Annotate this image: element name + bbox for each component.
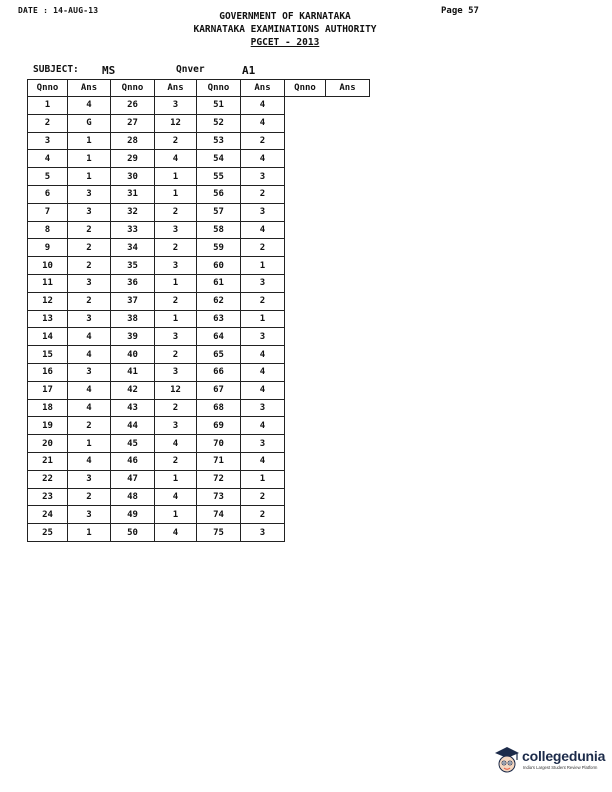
table-row [28, 310, 370, 328]
question-number-cell: 31 [111, 185, 155, 203]
question-number-cell: 51 [197, 97, 241, 115]
question-number-cell: 70 [197, 435, 241, 453]
answer-cell: 3 [155, 97, 197, 115]
answer-cell: 3 [155, 328, 197, 346]
empty-cell [285, 346, 326, 364]
answer-cell: 4 [241, 150, 285, 168]
answer-cell: 1 [68, 132, 111, 150]
answer-cell: 3 [241, 328, 285, 346]
question-number-cell: 75 [197, 524, 241, 542]
answer-cell: 4 [68, 399, 111, 417]
empty-cell [326, 452, 370, 470]
empty-cell [326, 470, 370, 488]
header-qnno-1: Qnno [28, 80, 68, 97]
question-number-cell: 40 [111, 346, 155, 364]
collegedunia-logo [492, 744, 604, 778]
date-label: DATE : 14-AUG-13 [18, 6, 99, 15]
question-number-cell: 60 [197, 257, 241, 275]
table-row [28, 239, 370, 257]
table-row [28, 452, 370, 470]
empty-cell [285, 97, 326, 115]
table-header-row [28, 80, 370, 97]
table-row [28, 506, 370, 524]
question-number-cell: 66 [197, 363, 241, 381]
answer-cell: 2 [241, 292, 285, 310]
table-row [28, 114, 370, 132]
empty-cell [326, 488, 370, 506]
question-number-cell: 15 [28, 346, 68, 364]
question-number-cell: 58 [197, 221, 241, 239]
question-number-cell: 1 [28, 97, 68, 115]
header-ans-1: Ans [68, 80, 111, 97]
answer-cell: 3 [155, 257, 197, 275]
answer-table-body [28, 97, 370, 542]
empty-cell [326, 381, 370, 399]
empty-cell [285, 221, 326, 239]
question-number-cell: 67 [197, 381, 241, 399]
question-number-cell: 74 [197, 506, 241, 524]
answer-cell: 1 [68, 168, 111, 186]
answer-cell: 3 [68, 310, 111, 328]
question-number-cell: 11 [28, 274, 68, 292]
answer-cell: 3 [155, 221, 197, 239]
question-number-cell: 2 [28, 114, 68, 132]
empty-cell [285, 524, 326, 542]
qnver-label: Qnver [176, 64, 205, 75]
header-ans-3: Ans [241, 80, 285, 97]
question-number-cell: 68 [197, 399, 241, 417]
question-number-cell: 17 [28, 381, 68, 399]
answer-cell: 2 [241, 239, 285, 257]
header-qnno-4: Qnno [285, 80, 326, 97]
question-number-cell: 29 [111, 150, 155, 168]
answer-cell: 1 [155, 168, 197, 186]
question-number-cell: 56 [197, 185, 241, 203]
question-number-cell: 71 [197, 452, 241, 470]
empty-cell [285, 132, 326, 150]
answer-cell: 3 [68, 203, 111, 221]
logo-wordmark: collegedunia [522, 748, 606, 764]
table-row [28, 328, 370, 346]
question-number-cell: 5 [28, 168, 68, 186]
empty-cell [326, 346, 370, 364]
question-number-cell: 41 [111, 363, 155, 381]
answer-cell: 3 [241, 168, 285, 186]
table-row [28, 470, 370, 488]
question-number-cell: 21 [28, 452, 68, 470]
empty-cell [285, 292, 326, 310]
answer-cell: 1 [155, 185, 197, 203]
empty-cell [326, 363, 370, 381]
header-qnno-2: Qnno [111, 80, 155, 97]
table-row [28, 132, 370, 150]
subject-row [33, 64, 333, 76]
empty-cell [285, 452, 326, 470]
question-number-cell: 12 [28, 292, 68, 310]
answer-cell: 12 [155, 114, 197, 132]
answer-cell: 4 [68, 328, 111, 346]
answer-cell: 4 [155, 488, 197, 506]
question-number-cell: 30 [111, 168, 155, 186]
subject-value: MS [102, 64, 116, 77]
answer-cell: 1 [155, 470, 197, 488]
empty-cell [326, 150, 370, 168]
answer-cell: 2 [155, 292, 197, 310]
empty-cell [326, 292, 370, 310]
table-row [28, 257, 370, 275]
answer-cell: 4 [155, 524, 197, 542]
question-number-cell: 6 [28, 185, 68, 203]
question-number-cell: 16 [28, 363, 68, 381]
question-number-cell: 33 [111, 221, 155, 239]
table-row [28, 346, 370, 364]
answer-cell: 4 [68, 346, 111, 364]
empty-cell [285, 363, 326, 381]
answer-cell: 1 [68, 524, 111, 542]
empty-cell [326, 239, 370, 257]
page-number: Page 57 [441, 6, 479, 16]
empty-cell [326, 97, 370, 115]
empty-cell [285, 435, 326, 453]
table-row [28, 435, 370, 453]
table-row [28, 150, 370, 168]
answer-cell: 3 [241, 203, 285, 221]
empty-cell [326, 185, 370, 203]
header-qnno-3: Qnno [197, 80, 241, 97]
empty-cell [285, 470, 326, 488]
question-number-cell: 32 [111, 203, 155, 221]
empty-cell [326, 274, 370, 292]
question-number-cell: 26 [111, 97, 155, 115]
answer-cell: 2 [68, 221, 111, 239]
answer-cell: 4 [68, 452, 111, 470]
empty-cell [285, 488, 326, 506]
question-number-cell: 10 [28, 257, 68, 275]
answer-cell: 12 [155, 381, 197, 399]
table-row [28, 363, 370, 381]
question-number-cell: 46 [111, 452, 155, 470]
table-row [28, 185, 370, 203]
empty-cell [285, 274, 326, 292]
answer-cell: 3 [68, 470, 111, 488]
question-number-cell: 55 [197, 168, 241, 186]
answer-cell: 4 [241, 97, 285, 115]
table-row [28, 292, 370, 310]
answer-cell: 2 [155, 239, 197, 257]
table-row [28, 399, 370, 417]
answer-cell: 4 [155, 435, 197, 453]
question-number-cell: 19 [28, 417, 68, 435]
answer-cell: 3 [68, 274, 111, 292]
empty-cell [285, 150, 326, 168]
empty-cell [326, 435, 370, 453]
empty-cell [326, 328, 370, 346]
empty-cell [285, 203, 326, 221]
empty-cell [326, 221, 370, 239]
graduate-mascot-icon [492, 744, 522, 778]
question-number-cell: 42 [111, 381, 155, 399]
answer-cell: 3 [241, 274, 285, 292]
empty-cell [285, 168, 326, 186]
empty-cell [326, 203, 370, 221]
answer-cell: 3 [68, 185, 111, 203]
table-row [28, 221, 370, 239]
answer-cell: 1 [155, 310, 197, 328]
question-number-cell: 59 [197, 239, 241, 257]
answer-cell: 3 [68, 506, 111, 524]
empty-cell [285, 310, 326, 328]
answer-cell: 2 [155, 132, 197, 150]
table-row [28, 97, 370, 115]
answer-cell: 1 [241, 310, 285, 328]
qnver-value: A1 [242, 64, 256, 77]
question-number-cell: 61 [197, 274, 241, 292]
answer-cell: 3 [155, 417, 197, 435]
header-government: GOVERNMENT OF KARNATAKA [219, 11, 351, 22]
question-number-cell: 53 [197, 132, 241, 150]
answer-cell: 1 [241, 257, 285, 275]
empty-cell [285, 185, 326, 203]
answer-cell: 2 [155, 203, 197, 221]
answer-cell: G [68, 114, 111, 132]
question-number-cell: 3 [28, 132, 68, 150]
answer-cell: 3 [155, 363, 197, 381]
question-number-cell: 63 [197, 310, 241, 328]
header-authority: KARNATAKA EXAMINATIONS AUTHORITY [193, 24, 377, 35]
question-number-cell: 27 [111, 114, 155, 132]
question-number-cell: 47 [111, 470, 155, 488]
question-number-cell: 65 [197, 346, 241, 364]
answer-cell: 1 [68, 150, 111, 168]
answer-cell: 2 [68, 292, 111, 310]
question-number-cell: 18 [28, 399, 68, 417]
question-number-cell: 22 [28, 470, 68, 488]
question-number-cell: 73 [197, 488, 241, 506]
answer-cell: 1 [241, 470, 285, 488]
question-number-cell: 57 [197, 203, 241, 221]
question-number-cell: 24 [28, 506, 68, 524]
answer-cell: 2 [68, 257, 111, 275]
table-row [28, 417, 370, 435]
question-number-cell: 35 [111, 257, 155, 275]
answer-cell: 2 [68, 239, 111, 257]
table-row [28, 168, 370, 186]
empty-cell [326, 132, 370, 150]
answer-cell: 2 [241, 506, 285, 524]
question-number-cell: 25 [28, 524, 68, 542]
empty-cell [326, 114, 370, 132]
empty-cell [326, 524, 370, 542]
answer-cell: 2 [155, 346, 197, 364]
answer-cell: 3 [68, 363, 111, 381]
answer-cell: 2 [68, 488, 111, 506]
answer-cell: 4 [155, 150, 197, 168]
table-row [28, 203, 370, 221]
question-number-cell: 44 [111, 417, 155, 435]
empty-cell [326, 257, 370, 275]
answer-cell: 1 [155, 506, 197, 524]
logo-tagline: India's Largest Student Review Platform [523, 765, 598, 770]
question-number-cell: 39 [111, 328, 155, 346]
question-number-cell: 43 [111, 399, 155, 417]
answer-cell: 4 [241, 114, 285, 132]
question-number-cell: 8 [28, 221, 68, 239]
empty-cell [285, 399, 326, 417]
empty-cell [285, 257, 326, 275]
question-number-cell: 54 [197, 150, 241, 168]
empty-cell [326, 506, 370, 524]
empty-cell [326, 310, 370, 328]
answer-cell: 2 [155, 452, 197, 470]
table-row [28, 274, 370, 292]
answer-cell: 2 [241, 132, 285, 150]
subject-label: SUBJECT: [33, 64, 79, 75]
question-number-cell: 49 [111, 506, 155, 524]
question-number-cell: 34 [111, 239, 155, 257]
answer-cell: 3 [241, 399, 285, 417]
question-number-cell: 72 [197, 470, 241, 488]
question-number-cell: 37 [111, 292, 155, 310]
answer-cell: 2 [68, 417, 111, 435]
header-exam-name: PGCET - 2013 [250, 37, 320, 48]
answer-cell: 3 [241, 524, 285, 542]
empty-cell [285, 239, 326, 257]
question-number-cell: 45 [111, 435, 155, 453]
empty-cell [326, 417, 370, 435]
header-ans-4: Ans [326, 80, 370, 97]
empty-cell [285, 381, 326, 399]
question-number-cell: 62 [197, 292, 241, 310]
question-number-cell: 38 [111, 310, 155, 328]
question-number-cell: 28 [111, 132, 155, 150]
question-number-cell: 9 [28, 239, 68, 257]
header-ans-2: Ans [155, 80, 197, 97]
answer-cell: 4 [241, 363, 285, 381]
answer-cell: 2 [241, 185, 285, 203]
empty-cell [285, 328, 326, 346]
document-header [150, 10, 420, 49]
question-number-cell: 52 [197, 114, 241, 132]
empty-cell [285, 114, 326, 132]
answer-cell: 2 [241, 488, 285, 506]
answer-key-table [27, 79, 370, 542]
table-row [28, 381, 370, 399]
answer-cell: 2 [155, 399, 197, 417]
answer-cell: 1 [68, 435, 111, 453]
empty-cell [326, 399, 370, 417]
question-number-cell: 48 [111, 488, 155, 506]
answer-cell: 3 [241, 435, 285, 453]
question-number-cell: 64 [197, 328, 241, 346]
question-number-cell: 20 [28, 435, 68, 453]
empty-cell [326, 168, 370, 186]
empty-cell [285, 417, 326, 435]
answer-cell: 4 [241, 417, 285, 435]
question-number-cell: 50 [111, 524, 155, 542]
answer-cell: 4 [68, 381, 111, 399]
answer-cell: 4 [68, 97, 111, 115]
answer-cell: 1 [155, 274, 197, 292]
table-row [28, 488, 370, 506]
question-number-cell: 4 [28, 150, 68, 168]
empty-cell [285, 506, 326, 524]
question-number-cell: 14 [28, 328, 68, 346]
question-number-cell: 7 [28, 203, 68, 221]
answer-cell: 4 [241, 221, 285, 239]
answer-cell: 4 [241, 346, 285, 364]
answer-cell: 4 [241, 381, 285, 399]
question-number-cell: 13 [28, 310, 68, 328]
table-row [28, 524, 370, 542]
answer-cell: 4 [241, 452, 285, 470]
question-number-cell: 23 [28, 488, 68, 506]
question-number-cell: 69 [197, 417, 241, 435]
question-number-cell: 36 [111, 274, 155, 292]
